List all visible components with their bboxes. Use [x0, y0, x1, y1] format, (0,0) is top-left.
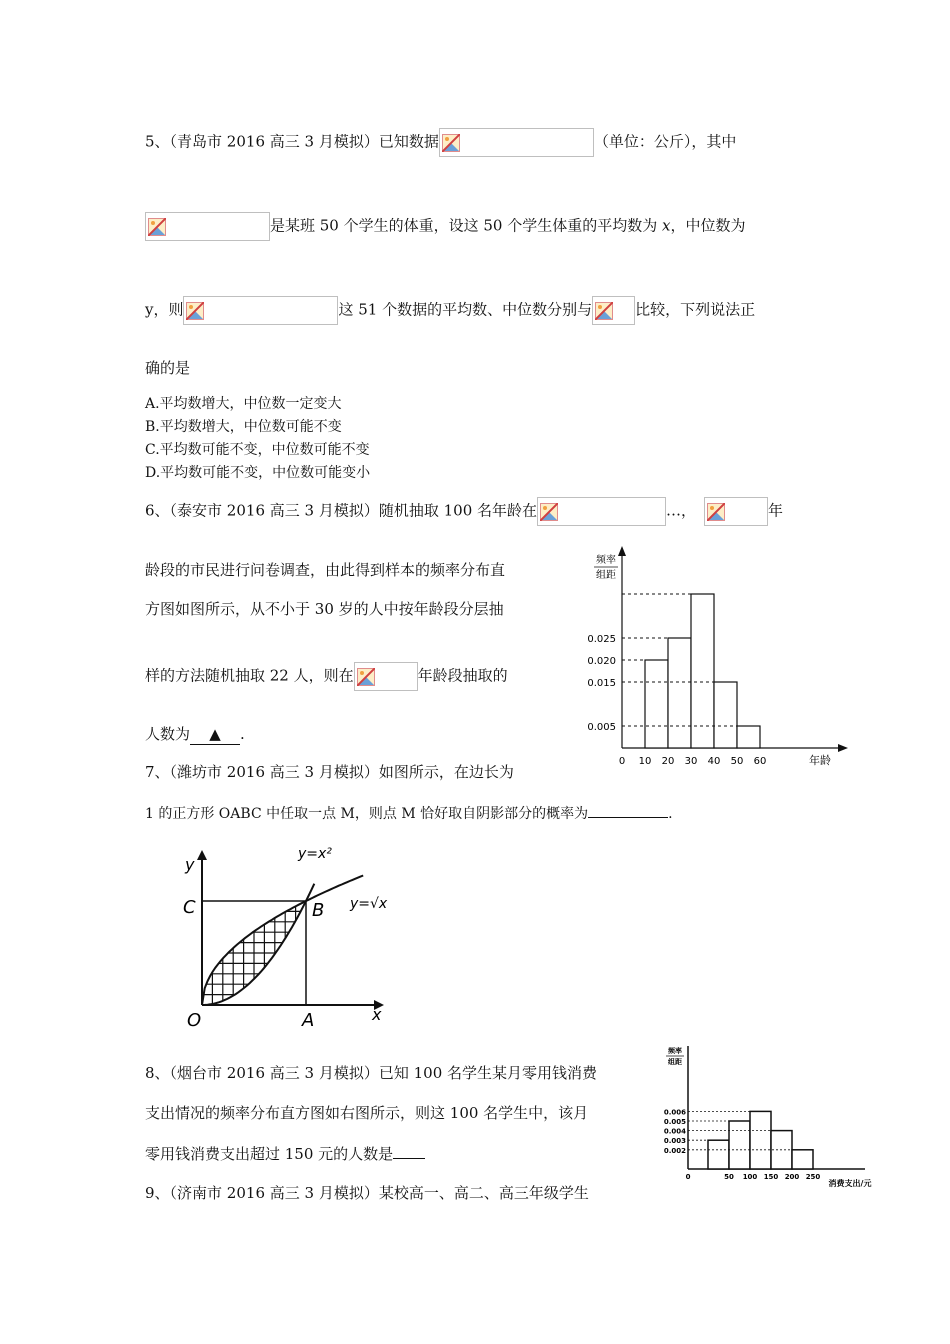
y-label-bottom: 组距 — [596, 570, 616, 581]
curve-label-sqrt: y=√x — [350, 896, 388, 912]
y-label-top: 频率 — [596, 555, 616, 566]
y-tick-label: 0.006 — [663, 1108, 686, 1117]
q5-line3-suffix: 比较，下列说法正 — [635, 300, 756, 319]
x-tick-label: 200 — [784, 1173, 800, 1181]
broken-image-icon — [540, 503, 558, 521]
q6-line4-suffix: 年龄段抽取的 — [417, 666, 508, 685]
x-tick-label: 40 — [707, 756, 721, 767]
broken-image-icon — [442, 134, 460, 152]
y-axis-arrow-icon — [197, 850, 207, 860]
q5-line1-prefix: 5、（青岛市 2016 高三 3 月模拟）已知数据 — [145, 132, 439, 151]
y-axis-arrow-icon — [618, 546, 626, 556]
q6-line1-suffix: 年 — [768, 501, 784, 520]
answer-blank — [393, 1144, 425, 1159]
y-tick-label: 0.015 — [587, 678, 616, 689]
broken-image-icon — [357, 668, 375, 686]
age-histogram — [570, 540, 860, 772]
y-tick-label: 0.004 — [663, 1127, 686, 1136]
formula-image-placeholder — [704, 497, 768, 526]
y-label-top: 频率 — [668, 1047, 682, 1055]
q6-line2: 龄段的市民进行问卷调查，由此得到样本的频率分布直 — [145, 561, 506, 579]
histogram-bar — [792, 1150, 813, 1169]
x-tick-label: 100 — [742, 1173, 758, 1181]
curve-label-parabola: y=x² — [298, 846, 332, 862]
q6-line3: 方图如图所示，从不小于 30 岁的人中按年龄段分层抽 — [145, 600, 504, 618]
y-axis-label: y — [185, 855, 195, 874]
histogram-bar — [750, 1111, 771, 1169]
formula-image-placeholder — [439, 128, 594, 157]
formula-image-placeholder — [354, 662, 418, 691]
x-tick-label: 50 — [724, 1173, 734, 1181]
q7-line2-text: 1 的正方形 OABC 中任取一点 M，则点 M 恰好取自阴影部分的概率为 — [145, 806, 589, 822]
histogram-bar — [668, 638, 691, 748]
formula-image-placeholder — [537, 497, 666, 526]
point-b-label: B — [312, 900, 325, 921]
histogram-bar — [708, 1140, 729, 1169]
broken-image-icon — [595, 302, 613, 320]
q5-line3 — [145, 296, 755, 325]
triangle-icon: ▲ — [209, 725, 221, 743]
y-tick-label: 0.020 — [587, 656, 616, 667]
q5-option-d: D.平均数可能不变，中位数可能变小 — [145, 465, 371, 481]
answer-blank — [190, 724, 240, 745]
q8-line1: 8、（烟台市 2016 高三 3 月模拟）已知 100 名学生某月零用钱消费 — [145, 1064, 598, 1082]
x-tick-label: 30 — [684, 756, 698, 767]
y-tick-label: 0.005 — [663, 1118, 686, 1126]
q5-line1 — [145, 128, 736, 157]
broken-image-icon — [148, 218, 166, 236]
q6-line5-suffix: . — [240, 725, 245, 743]
q5-option-a: A.平均数增大，中位数一定变大 — [145, 396, 342, 412]
histogram-bar — [714, 682, 737, 748]
sqrt-curve — [202, 876, 363, 1006]
q5-line2 — [145, 212, 746, 241]
formula-image-placeholder — [183, 296, 338, 325]
x-tick-label: 60 — [753, 756, 767, 767]
q5-option-b: B.平均数增大，中位数可能不变 — [145, 419, 342, 435]
q7-line2 — [145, 803, 673, 824]
histogram-bar — [645, 660, 668, 748]
square-curves-figure — [150, 838, 400, 1038]
y-label-bottom: 组距 — [668, 1058, 682, 1066]
q9-line1: 9、（济南市 2016 高三 3 月模拟）某校高一、高二、高三年级学生 — [145, 1184, 589, 1202]
x-tick-label: 50 — [730, 756, 744, 767]
x-tick-label: 20 — [661, 756, 675, 767]
q5-line2-text2: ，中位数为 — [670, 216, 746, 235]
q6-line5 — [145, 724, 245, 745]
x-tick-label: 0 — [685, 1173, 691, 1181]
x-axis-label: x — [372, 1005, 382, 1024]
x-tick-label: 250 — [805, 1173, 821, 1181]
histogram-bar — [729, 1121, 750, 1169]
q8-line3-text: 零用钱消费支出超过 150 元的人数是 — [145, 1145, 394, 1163]
x-axis-label: 消费支出/元 — [828, 1179, 872, 1188]
y-tick-label: 0.025 — [587, 634, 616, 645]
q7-line1: 7、（潍坊市 2016 高三 3 月模拟）如图所示，在边长为 — [145, 763, 514, 781]
q5-line1-suffix: （单位：公斤），其中 — [593, 132, 737, 151]
answer-blank — [588, 803, 668, 818]
x-axis-arrow-icon — [838, 744, 848, 752]
q5-line4: 确的是 — [145, 359, 191, 377]
q8-line3 — [145, 1144, 425, 1164]
q5-option-c: C.平均数可能不变，中位数可能不变 — [145, 442, 370, 458]
x-tick-label: 0 — [618, 756, 626, 767]
broken-image-icon — [707, 503, 725, 521]
q5-line3-middle: 这 51 个数据的平均数、中位数分别与 — [338, 300, 593, 319]
formula-image-placeholder — [592, 296, 635, 325]
x-tick-label: 150 — [763, 1173, 779, 1181]
q6-line5-prefix: 人数为 — [145, 725, 191, 743]
x-axis-label: 年龄 — [809, 754, 831, 767]
q6-line4 — [145, 662, 508, 691]
x-tick-label: 10 — [638, 756, 652, 767]
histogram-bar — [737, 726, 760, 748]
histogram-bar — [691, 594, 714, 748]
broken-image-icon — [186, 302, 204, 320]
parabola-curve — [202, 884, 314, 1005]
point-c-label: C — [183, 897, 196, 918]
q6-line4-prefix: 样的方法随机抽取 22 人，则在 — [145, 666, 354, 685]
point-o-label: O — [187, 1010, 202, 1031]
q8-line2: 支出情况的频率分布直方图如右图所示，则这 100 名学生中，该月 — [145, 1104, 589, 1122]
q5-line2-var: x — [662, 216, 671, 235]
point-a-label: A — [302, 1010, 315, 1031]
y-tick-label: 0.005 — [587, 722, 616, 733]
q6-line1 — [145, 497, 783, 526]
q6-line1-dots: …， — [666, 501, 697, 520]
q7-line2-suffix: . — [668, 806, 673, 822]
q5-line2-text: 是某班 50 个学生的体重，设这 50 个学生体重的平均数为 — [270, 216, 663, 235]
spending-histogram — [660, 1038, 875, 1188]
q6-line1-prefix: 6、（泰安市 2016 高三 3 月模拟）随机抽取 100 名年龄在 — [145, 501, 538, 520]
formula-image-placeholder — [145, 212, 270, 241]
shaded-region — [202, 896, 306, 1005]
q5-line3-prefix: y，则 — [145, 300, 184, 319]
y-tick-label: 0.003 — [663, 1137, 686, 1146]
y-tick-label: 0.002 — [663, 1146, 686, 1155]
